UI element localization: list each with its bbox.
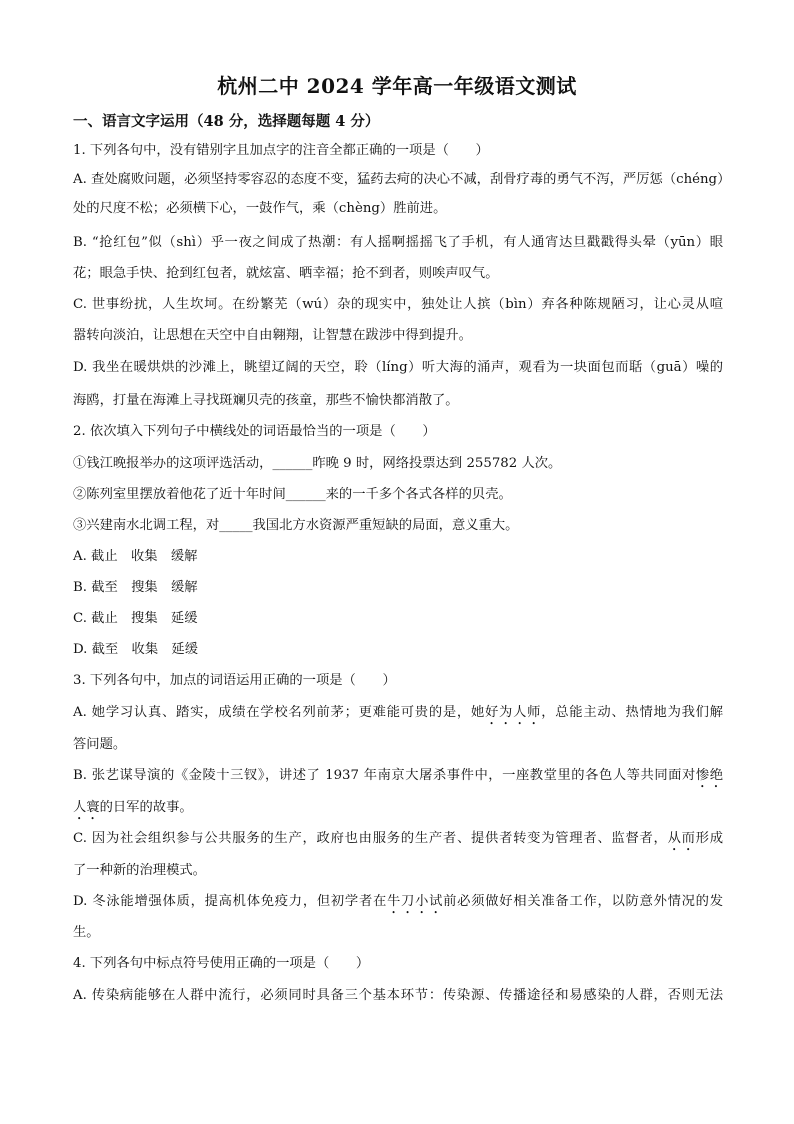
q2-blank-1: ______	[272, 456, 313, 471]
q3-option-d-line2: 生。	[73, 925, 100, 940]
q3-d-text1: D. 冬泳能增强体质，提高机体免疫力，但初学者在	[73, 894, 388, 909]
q2-sentence-2-part2: 来的一千多个各式各样的贝壳。	[325, 487, 512, 502]
q2-sentence-2	[73, 486, 723, 504]
q3-b-text2: 的日军的故事。	[99, 800, 193, 815]
q2-blank-2: ______	[285, 487, 326, 502]
q3-a-dotted-word: 好为人师	[485, 705, 542, 720]
q4-stem: 4. 下列各句中标点符号使用正确的一项是（ ）	[73, 956, 370, 971]
q3-a-text1: A. 她学习认真、踏实，成绩在学校名列前茅；更难能可贵的是，她	[73, 705, 486, 720]
exam-title: 杭州二中 2024 学年高一年级语文测试	[217, 74, 577, 98]
q1-stem: 1. 下列各句中，没有错别字且加点字的注音全都正确的一项是（ ）	[73, 143, 489, 158]
q3-option-b-line2	[73, 799, 723, 823]
q2-sentence-1-part1: ①钱江晚报举办的这项评选活动，	[73, 456, 273, 471]
q2-option-b: B. 截至 搜集 缓解	[73, 580, 198, 595]
q4-option-a-line1: A. 传染病能够在人群中流行，必须同时具备三个基本环节：传染源、传播途径和易感染的人群，否则无法	[73, 988, 723, 1003]
q3-d-dotted-word: 牛刀小试	[387, 894, 444, 909]
q1-option-d-line2: 海鸥，打量在海滩上寻找斑斓贝壳的孩童，那些不愉快都消散了。	[73, 393, 459, 408]
q3-option-a-line2: 答问题。	[73, 737, 127, 752]
q3-c-text1: C. 因为社会组织参与公共服务的生产，政府也由服务的生产者、提供者转变为管理者、监督者，	[73, 831, 668, 846]
q1-option-b-line2: 花；眼急手快、抢到红包者，就炫富、晒幸福；抢不到者，则唉声叹气。	[73, 266, 499, 281]
q2-sentence-1-part2: 昨晚 9 时，网络投票达到 255782 人次。	[312, 456, 562, 471]
q3-c-dotted-word: 从而	[667, 831, 696, 846]
q3-b-text1: B. 张艺谋导演的《金陵十三钗》，讲述了 1937 年南京大屠杀事件中，一座教堂里的各色人等共同面对	[73, 768, 696, 783]
q1-option-a-line1: A. 查处腐败问题，必须坚持零容忍的态度不变，猛药去疴的决心不减，刮骨疗毒的勇气不泻，严厉惩（chéng）	[73, 172, 731, 187]
q3-stem: 3. 下列各句中，加点的词语运用正确的一项是（ ）	[73, 673, 396, 688]
q3-option-d-line1	[73, 893, 723, 917]
q3-c-text2: 形成	[695, 831, 724, 846]
q3-b-dotted-word: 惨绝	[695, 768, 723, 783]
section-heading: 一、语言文字运用（48 分，选择题每题 4 分）	[73, 113, 380, 130]
q2-sentence-2-part1: ②陈列室里摆放着他花了近十年时间	[73, 487, 286, 502]
q2-sentence-3	[73, 517, 723, 535]
q3-d-text2: 前必须做好相关准备工作，以防意外情况的发	[443, 894, 724, 909]
q2-stem: 2. 依次填入下列句子中横线处的词语最恰当的一项是（ ）	[73, 424, 436, 439]
q3-option-b-line1	[73, 767, 723, 791]
q3-a-text2: ，总能主动、热情地为我们解	[541, 705, 724, 720]
q2-sentence-1	[73, 455, 723, 473]
q2-sentence-3-part1: ③兴建南水北调工程，对	[73, 518, 220, 533]
q2-option-d: D. 截至 收集 延缓	[73, 642, 199, 657]
q3-option-c-line2: 了一种新的治理模式。	[73, 863, 206, 878]
q1-option-d-line1: D. 我坐在暖烘烘的沙滩上，眺望辽阔的天空，聆（líng）听大海的涌声，观看为一块面包而聒（guā）噪的	[73, 360, 723, 375]
q1-option-a-line2: 处的尺度不松；必须横下心，一鼓作气，乘（chèng）胜前进。	[73, 201, 447, 216]
q1-option-b-line1: B. “抢红包”似（shì）乎一夜之间成了热潮：有人摇啊摇摇飞了手机，有人通宵达旦戳戳得头晕（yūn）眼	[73, 235, 723, 250]
q1-option-c-line1: C. 世事纷扰，人生坎坷。在纷繁芜（wú）杂的现实中，独处让人摈（bìn）弃各种陈规陋习，让心灵从喧	[73, 297, 723, 312]
q3-b-dotted-word-2: 人寰	[73, 800, 100, 815]
q2-option-c: C. 截止 搜集 延缓	[73, 611, 198, 626]
q2-blank-3: _____	[219, 518, 253, 533]
q2-sentence-3-part2: 我国北方水资源严重短缺的局面，意义重大。	[252, 518, 519, 533]
q3-option-c-line1	[73, 830, 723, 854]
q1-option-c-line2: 嚣转向淡泊，让思想在天空中自由翱翔，让智慧在跋涉中得到提升。	[73, 328, 472, 343]
q3-option-a-line1	[73, 704, 723, 728]
q2-option-a: A. 截止 收集 缓解	[73, 549, 198, 564]
